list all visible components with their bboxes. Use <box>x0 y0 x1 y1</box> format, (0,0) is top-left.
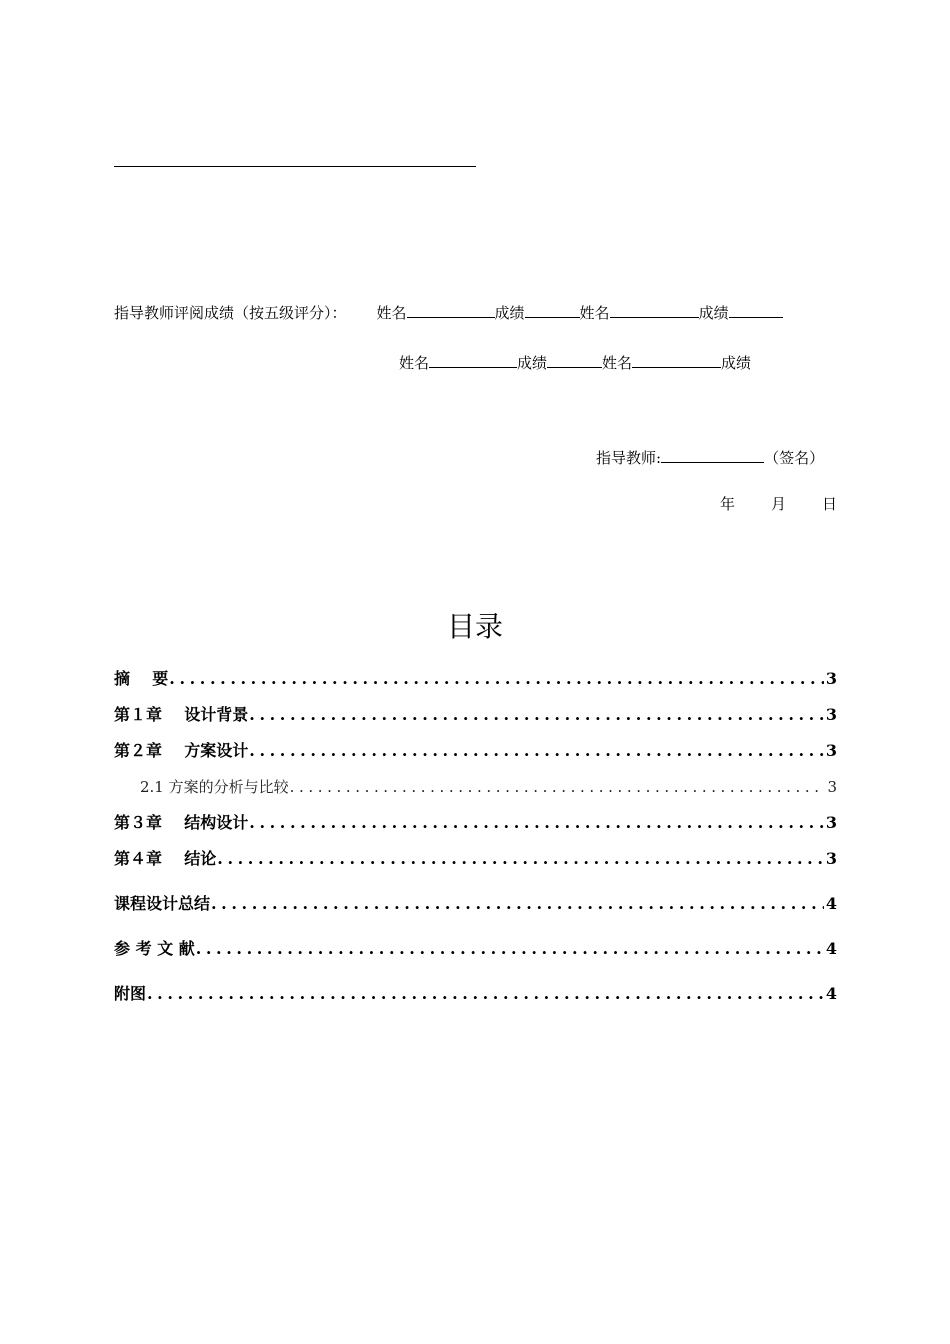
grade-label-3: 成绩 <box>517 354 548 372</box>
toc-leader <box>249 704 824 726</box>
toc-entry[interactable] <box>114 938 837 960</box>
toc-entry-label: 第４章 结论 <box>114 849 217 868</box>
date-month: 月 <box>771 495 787 513</box>
name-label-1: 姓名 <box>376 304 407 322</box>
toc-entry[interactable] <box>114 983 837 1005</box>
grading-row-1 <box>114 303 783 323</box>
toc-entry-page: 3 <box>825 705 837 724</box>
toc-leader <box>249 740 824 762</box>
grading-row-2 <box>399 353 751 373</box>
toc-leader <box>169 668 824 690</box>
toc-title: 目录 <box>446 610 503 643</box>
toc-leader <box>211 893 824 915</box>
toc-entry-label: 2.1 方案的分析与比较 <box>140 778 289 796</box>
signature-field[interactable] <box>661 448 764 463</box>
toc-entry-label: 参 考 文 献 <box>114 939 195 958</box>
toc-leader <box>290 776 826 798</box>
toc-subentry[interactable] <box>140 776 837 798</box>
grade-label-2: 成绩 <box>698 304 729 322</box>
name-field-2[interactable] <box>610 303 699 318</box>
grade-field-3[interactable] <box>547 353 602 368</box>
grade-label-1: 成绩 <box>494 304 525 322</box>
toc-entry[interactable] <box>114 812 837 834</box>
toc-entry-page: 4 <box>825 894 837 913</box>
date-year: 年 <box>720 495 736 513</box>
date-day: 日 <box>822 495 838 513</box>
toc-leader <box>217 848 824 870</box>
toc-entry-page: 3 <box>825 813 837 832</box>
toc-entry-page: 4 <box>825 984 837 1003</box>
toc-entry[interactable] <box>114 740 837 762</box>
signature-row <box>596 448 824 468</box>
toc-entry-page: 3 <box>825 849 837 868</box>
toc-entry[interactable] <box>114 848 837 870</box>
grade-label-4: 成绩 <box>721 354 752 372</box>
toc-entry-page: 3 <box>825 669 837 688</box>
toc-leader <box>147 983 824 1005</box>
top-rule <box>114 166 476 167</box>
toc-entry-label: 第２章 方案设计 <box>114 741 249 760</box>
toc-entry-label: 第３章 结构设计 <box>114 813 249 832</box>
toc-entry-page: 3 <box>825 741 837 760</box>
toc-entry-label: 附图 <box>114 984 147 1003</box>
toc-entry-label: 摘 要 <box>114 669 169 688</box>
toc-leader <box>196 938 824 960</box>
grading-prompt: 指导教师评阅成绩（按五级评分）： <box>114 304 347 322</box>
toc-entry-page: 3 <box>827 778 837 796</box>
name-label-3: 姓名 <box>399 354 430 372</box>
name-label-2: 姓名 <box>579 304 610 322</box>
date-row <box>720 494 837 514</box>
name-field-1[interactable] <box>407 303 495 318</box>
grade-field-1[interactable] <box>525 303 580 318</box>
signature-suffix: （签名） <box>764 449 825 467</box>
toc-entry-label: 第１章 设计背景 <box>114 705 249 724</box>
toc-leader <box>249 812 824 834</box>
toc-entry[interactable] <box>114 668 837 690</box>
toc-entry[interactable] <box>114 704 837 726</box>
toc-entry-label: 课程设计总结 <box>114 894 211 913</box>
toc-entry[interactable] <box>114 893 837 915</box>
grade-field-2[interactable] <box>729 303 783 318</box>
name-field-4[interactable] <box>632 353 721 368</box>
name-field-3[interactable] <box>429 353 517 368</box>
toc-entry-page: 4 <box>825 939 837 958</box>
signature-label: 指导教师: <box>596 449 662 467</box>
name-label-4: 姓名 <box>602 354 633 372</box>
